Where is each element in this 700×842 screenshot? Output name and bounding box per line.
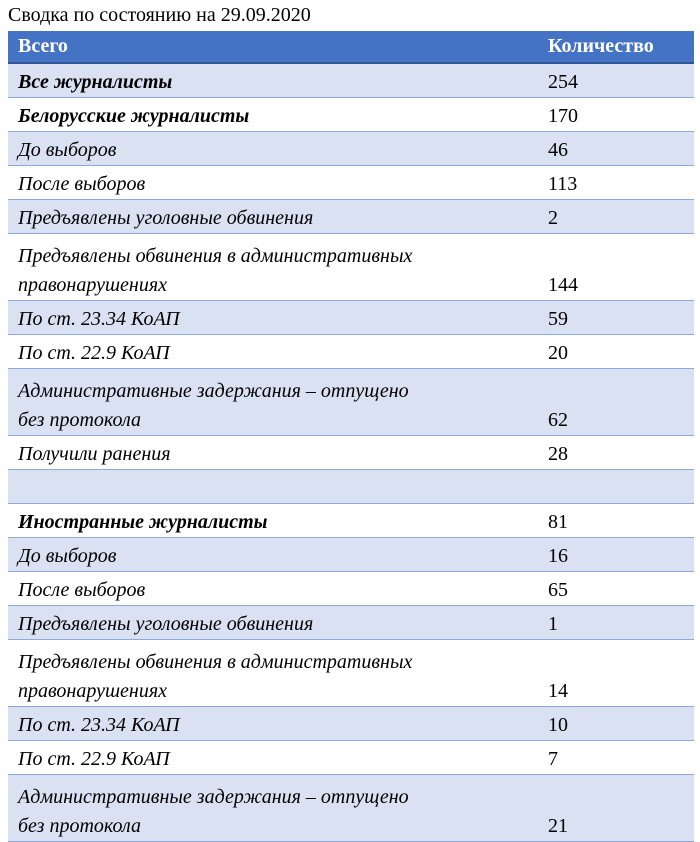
row-label: По ст. 23.34 КоАП xyxy=(8,301,542,335)
row-value: 46 xyxy=(542,132,694,166)
header-quantity: Количество xyxy=(542,31,694,63)
row-label: Предъявлены уголовные обвинения xyxy=(8,200,542,234)
row-label xyxy=(8,369,542,436)
row-value: 1 xyxy=(542,606,694,640)
table-row xyxy=(8,166,694,200)
header-total: Всего xyxy=(8,31,542,63)
row-value: 254 xyxy=(542,63,694,98)
row-label xyxy=(8,470,542,504)
row-value: 7 xyxy=(542,741,694,775)
table-row xyxy=(8,200,694,234)
row-value: 21 xyxy=(542,775,694,842)
row-label: После выборов xyxy=(8,572,542,606)
row-value: 59 xyxy=(542,301,694,335)
row-value: 65 xyxy=(542,572,694,606)
row-label xyxy=(8,775,542,842)
row-value: 170 xyxy=(542,98,694,132)
row-value: 28 xyxy=(542,436,694,470)
table-row xyxy=(8,98,694,132)
table-row xyxy=(8,707,694,741)
row-label: Белорусские журналисты xyxy=(8,98,542,132)
table-row xyxy=(8,504,694,538)
table-row xyxy=(8,63,694,98)
row-label: По ст. 23.34 КоАП xyxy=(8,707,542,741)
row-label: По ст. 22.9 КоАП xyxy=(8,741,542,775)
row-value xyxy=(542,470,694,504)
table-row xyxy=(8,369,694,436)
row-value: 144 xyxy=(542,234,694,301)
journalists-summary-table xyxy=(8,31,694,842)
row-label: До выборов xyxy=(8,132,542,166)
row-value: 10 xyxy=(542,707,694,741)
table-row xyxy=(8,606,694,640)
row-value: 62 xyxy=(542,369,694,436)
table-row xyxy=(8,132,694,166)
row-value: 2 xyxy=(542,200,694,234)
table-row xyxy=(8,775,694,842)
table-row xyxy=(8,335,694,369)
table-row xyxy=(8,640,694,707)
row-label: По ст. 22.9 КоАП xyxy=(8,335,542,369)
table-row-empty xyxy=(8,470,694,504)
row-label-line2: правонарушениях xyxy=(18,680,168,702)
row-value: 16 xyxy=(542,538,694,572)
row-label: До выборов xyxy=(8,538,542,572)
table-row xyxy=(8,234,694,301)
table-caption: Сводка по состоянию на 29.09.2020 xyxy=(8,4,311,26)
row-label-line1: Предъявлены обвинения в административных xyxy=(18,651,413,673)
row-label-line2: без протокола xyxy=(18,409,141,431)
row-label: Иностранные журналисты xyxy=(8,504,542,538)
row-label: Все журналисты xyxy=(8,63,542,98)
row-label-line1: Административные задержания – отпущено xyxy=(18,786,409,808)
row-value: 81 xyxy=(542,504,694,538)
row-label-line1: Предъявлены обвинения в административных xyxy=(18,245,413,267)
row-label xyxy=(8,234,542,301)
table-row xyxy=(8,436,694,470)
table-row xyxy=(8,572,694,606)
row-label-line1: Административные задержания – отпущено xyxy=(18,380,409,402)
row-label: Предъявлены уголовные обвинения xyxy=(8,606,542,640)
table-row xyxy=(8,741,694,775)
table-row xyxy=(8,301,694,335)
row-value: 113 xyxy=(542,166,694,200)
row-label-line2: правонарушениях xyxy=(18,274,168,296)
row-value: 14 xyxy=(542,640,694,707)
row-label: После выборов xyxy=(8,166,542,200)
table-header-row xyxy=(8,31,694,63)
row-label xyxy=(8,640,542,707)
row-label-line2: без протокола xyxy=(18,815,141,837)
table-row xyxy=(8,538,694,572)
row-value: 20 xyxy=(542,335,694,369)
row-label: Получили ранения xyxy=(8,436,542,470)
